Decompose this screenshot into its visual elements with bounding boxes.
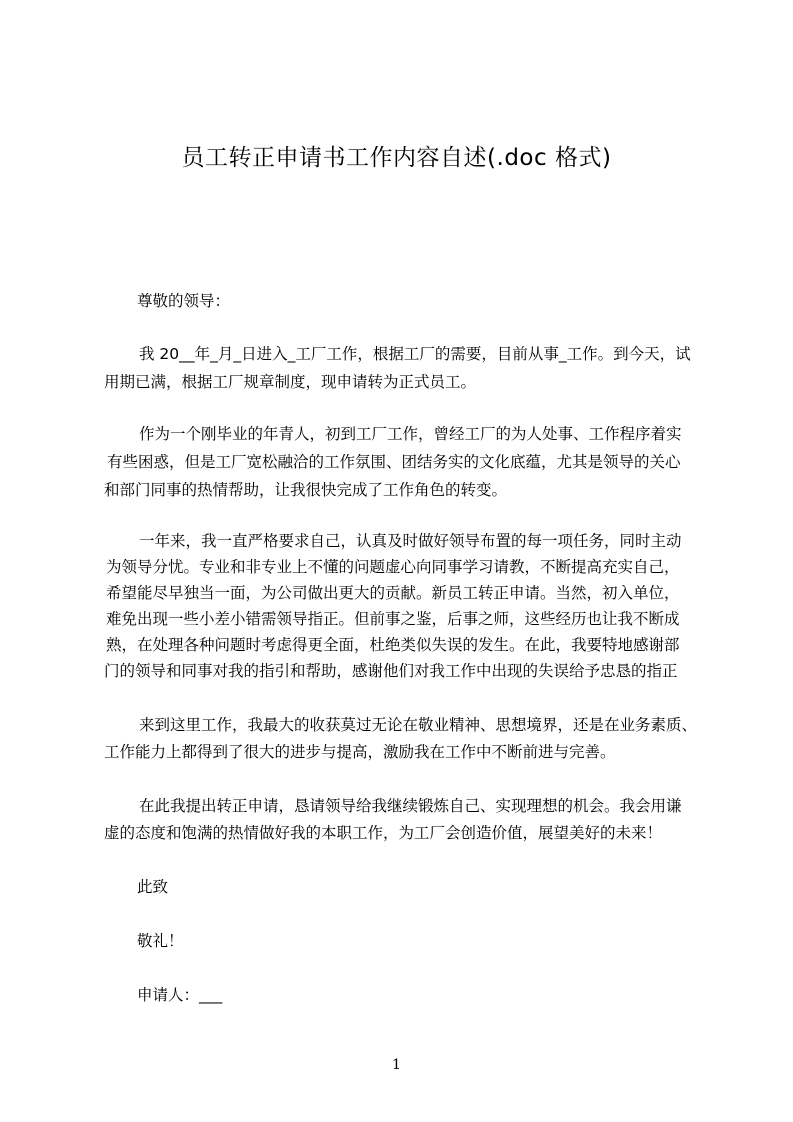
paragraph-line: 和部门同事的热情帮助，让我很快完成了工作角色的转变。	[104, 481, 508, 499]
paragraph-line: 用期已满，根据工厂规章制度，现申请转为正式员工。	[104, 373, 477, 391]
salutation: 尊敬的领导：	[137, 292, 231, 310]
applicant-line: 申请人：___	[137, 986, 223, 1004]
paragraph-line: 一年来，我一直严格要求自己，认真及时做好领导布置的每一项任务，同时主动	[139, 532, 682, 550]
regards: 敬礼！	[137, 932, 184, 950]
paragraph-line: 工作能力上都得到了很大的进步与提高，激励我在工作中不断前进与完善。	[104, 743, 616, 761]
paragraph-line: 来到这里工作，我最大的收获莫过无论在敬业精神、思想境界，还是在业务素质、	[139, 716, 698, 734]
paragraph-line: 虚的态度和饱满的热情做好我的本职工作，为工厂会创造价值，展望美好的未来！	[104, 824, 663, 842]
paragraph-line: 在此我提出转正申请，恳请领导给我继续锻炼自己、实现理想的机会。我会用谦	[139, 797, 682, 815]
paragraph-line: 我 20__年_月_日进入_工厂工作，根据工厂的需要，目前从事_工作。到今天，试	[139, 345, 691, 363]
paragraph-line: 门的领导和同事对我的指引和帮助，感谢他们对我工作中出现的失误给予忠恳的指正	[104, 662, 678, 680]
paragraph-line: 有些困惑，但是工厂宽松融洽的工作氛围、团结务实的文化底蕴，尤其是领导的关心	[107, 453, 681, 471]
page-number: 1	[392, 1057, 401, 1073]
paragraph-line: 作为一个刚毕业的年青人，初到工厂工作，曾经工厂的为人处事、工作程序着实	[139, 425, 682, 443]
paragraph-line: 熟，在处理各种问题时考虑得更全面，杜绝类似失误的发生。在此，我要特地感谢部	[106, 636, 680, 654]
page-title: 员工转正申请书工作内容自述(.doc 格式)	[181, 145, 612, 171]
paragraph-line: 难免出现一些小差小错需领导指正。但前事之鉴，后事之师，这些经历也让我不断成	[106, 610, 680, 628]
paragraph-line: 希望能尽早独当一面，为公司做出更大的贡献。新员工转正申请。当然，初入单位，	[106, 584, 680, 602]
closing: 此致	[137, 878, 169, 896]
paragraph-line: 为领导分忧。专业和非专业上不懂的问题虚心向同事学习请教，不断提高充实自己，	[106, 558, 680, 576]
